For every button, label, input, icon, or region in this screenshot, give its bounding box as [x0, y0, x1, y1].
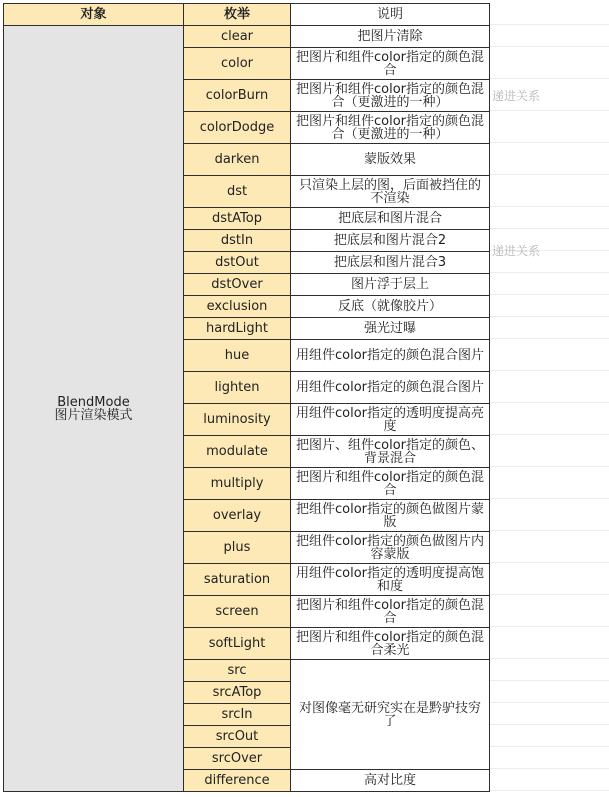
enum-cell: src [184, 660, 291, 682]
description-cell: 把图片和组件color指定的颜色混合 [291, 596, 490, 628]
enum-cell: srcIn [184, 704, 291, 726]
enum-cell: screen [184, 596, 291, 628]
description-cell: 用组件color指定的透明度提高饱和度 [291, 564, 490, 596]
enum-cell: exclusion [184, 296, 291, 318]
enum-cell: colorDodge [184, 112, 291, 144]
description-cell: 把图片和组件color指定的颜色混合 [291, 48, 490, 80]
enum-cell: dstATop [184, 208, 291, 230]
side-note: 递进关系 [492, 244, 541, 258]
enum-cell: lighten [184, 372, 291, 404]
description-cell: 把底层和图片混合2 [291, 230, 490, 252]
description-cell: 把底层和图片混合3 [291, 252, 490, 274]
description-cell: 把图片清除 [291, 26, 490, 48]
enum-cell: dstOut [184, 252, 291, 274]
header-row [4, 4, 490, 26]
header-enum: 枚举 [184, 4, 291, 26]
blendmode-table [3, 3, 490, 792]
enum-cell: srcATop [184, 682, 291, 704]
enum-cell: overlay [184, 500, 291, 532]
enum-cell: plus [184, 532, 291, 564]
enum-cell: multiply [184, 468, 291, 500]
description-cell: 把图片和组件color指定的颜色混合（更激进的一种） [291, 112, 490, 144]
description-cell: 反底（就像胶片） [291, 296, 490, 318]
description-cell: 把组件color指定的颜色做图片内容蒙版 [291, 532, 490, 564]
enum-cell: softLight [184, 628, 291, 660]
description-cell: 只渲染上层的图，后面被挡住的不渲染 [291, 176, 490, 208]
description-cell: 图片浮于层上 [291, 274, 490, 296]
enum-cell: clear [184, 26, 291, 48]
description-cell: 把图片和组件color指定的颜色混合柔光 [291, 628, 490, 660]
enum-cell: hardLight [184, 318, 291, 340]
side-note: 递进关系 [492, 89, 541, 103]
enum-cell: dst [184, 176, 291, 208]
description-cell: 用组件color指定的颜色混合图片 [291, 372, 490, 404]
object-cell: BlendMode 图片渲染模式 [4, 26, 184, 792]
enum-cell: dstOver [184, 274, 291, 296]
description-cell: 对图像毫无研究实在是黔驴技穷了 [291, 660, 490, 770]
enum-cell: difference [184, 770, 291, 792]
description-cell: 把组件color指定的颜色做图片蒙版 [291, 500, 490, 532]
enum-cell: luminosity [184, 404, 291, 436]
header-description: 说明 [291, 4, 490, 26]
enum-cell: dstIn [184, 230, 291, 252]
description-cell: 把图片和组件color指定的颜色混合 [291, 468, 490, 500]
description-cell: 用组件color指定的颜色混合图片 [291, 340, 490, 372]
description-cell: 蒙版效果 [291, 144, 490, 176]
header-object: 对象 [4, 4, 184, 26]
description-cell: 高对比度 [291, 770, 490, 792]
enum-cell: colorBurn [184, 80, 291, 112]
enum-cell: darken [184, 144, 291, 176]
enum-cell: saturation [184, 564, 291, 596]
description-cell: 用组件color指定的透明度提高亮度 [291, 404, 490, 436]
description-cell: 把图片和组件color指定的颜色混合（更激进的一种） [291, 80, 490, 112]
description-cell: 把图片、组件color指定的颜色、背景混合 [291, 436, 490, 468]
description-cell: 强光过曝 [291, 318, 490, 340]
table-row [4, 26, 490, 48]
enum-cell: hue [184, 340, 291, 372]
description-cell: 把底层和图片混合 [291, 208, 490, 230]
enum-cell: modulate [184, 436, 291, 468]
enum-cell: srcOver [184, 748, 291, 770]
table-body [4, 26, 490, 792]
enum-cell: color [184, 48, 291, 80]
enum-cell: srcOut [184, 726, 291, 748]
